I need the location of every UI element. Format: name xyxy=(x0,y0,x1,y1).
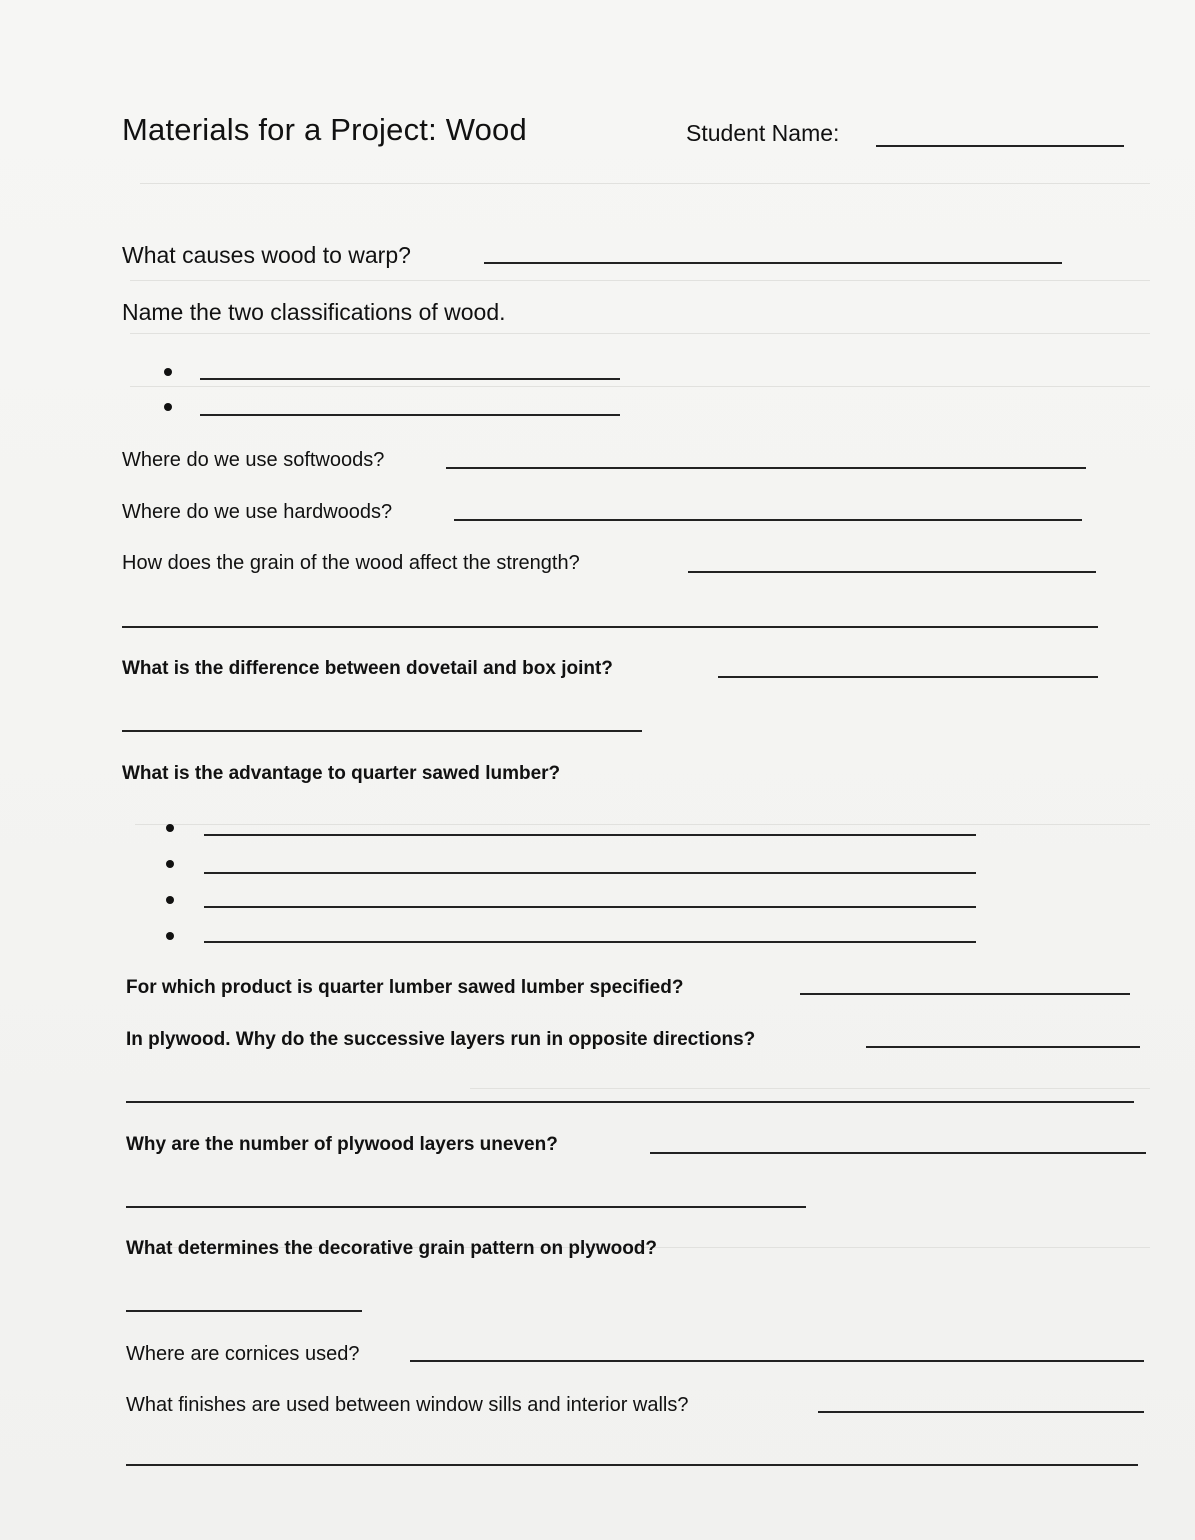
bleed-through-line xyxy=(130,280,1150,281)
bleed-through-line xyxy=(135,824,1150,825)
answer-line-quarter-2[interactable] xyxy=(204,872,976,874)
bleed-through-line xyxy=(470,1088,1150,1089)
question-quarter-sawed: What is the advantage to quarter sawed lumber? xyxy=(122,763,561,784)
question-quarter-product: For which product is quarter lumber sawed lumber specified? xyxy=(126,977,684,998)
answer-line-finishes[interactable] xyxy=(818,1411,1144,1413)
answer-line-classification-2[interactable] xyxy=(200,414,620,416)
question-hardwoods: Where do we use hardwoods? xyxy=(122,501,393,523)
answer-line-quarter-3[interactable] xyxy=(204,906,976,908)
question-dovetail: What is the difference between dovetail and box joint? xyxy=(122,658,613,679)
answer-line-plywood-layers-2[interactable] xyxy=(126,1101,1134,1103)
answer-line-plywood-grain[interactable] xyxy=(126,1310,362,1312)
answer-line-dovetail[interactable] xyxy=(718,676,1098,678)
question-finishes: What finishes are used between window sills and interior walls? xyxy=(126,1394,689,1416)
bullet xyxy=(166,896,174,904)
question-grain: How does the grain of the wood affect the strength? xyxy=(122,552,580,574)
answer-line-classification-1[interactable] xyxy=(200,378,620,380)
question-warp: What causes wood to warp? xyxy=(122,242,411,268)
answer-line-grain-2[interactable] xyxy=(122,626,1098,628)
page-title: Materials for a Project: Wood xyxy=(122,112,527,147)
bullet xyxy=(164,403,172,411)
student-name-label: Student Name: xyxy=(686,120,840,146)
answer-line-plywood-layers[interactable] xyxy=(866,1046,1140,1048)
bleed-through-line xyxy=(130,386,1150,387)
answer-line-hardwoods[interactable] xyxy=(454,519,1082,521)
bleed-through-line xyxy=(140,183,1150,184)
question-plywood-grain: What determines the decorative grain pattern on plywood? xyxy=(126,1238,658,1259)
answer-line-quarter-1[interactable] xyxy=(204,834,976,836)
question-cornices: Where are cornices used? xyxy=(126,1343,360,1365)
bullet xyxy=(166,932,174,940)
bullet xyxy=(166,860,174,868)
bleed-through-line xyxy=(130,333,1150,334)
bullet xyxy=(166,824,174,832)
answer-line-plywood-uneven-2[interactable] xyxy=(126,1206,806,1208)
answer-line-softwoods[interactable] xyxy=(446,467,1086,469)
answer-line-warp[interactable] xyxy=(484,262,1062,264)
answer-line-finishes-2[interactable] xyxy=(126,1464,1138,1466)
answer-line-cornices[interactable] xyxy=(410,1360,1144,1362)
question-classifications: Name the two classifications of wood. xyxy=(122,299,506,325)
answer-line-dovetail-2[interactable] xyxy=(122,730,642,732)
answer-line-plywood-uneven[interactable] xyxy=(650,1152,1146,1154)
student-name-field[interactable] xyxy=(876,145,1124,147)
answer-line-quarter-4[interactable] xyxy=(204,941,976,943)
answer-line-quarter-product[interactable] xyxy=(800,993,1130,995)
question-plywood-uneven: Why are the number of plywood layers uneven? xyxy=(126,1134,558,1155)
answer-line-grain[interactable] xyxy=(688,571,1096,573)
question-softwoods: Where do we use softwoods? xyxy=(122,449,385,471)
question-plywood-layers: In plywood. Why do the successive layers run in opposite directions? xyxy=(126,1029,756,1050)
bullet xyxy=(164,368,172,376)
